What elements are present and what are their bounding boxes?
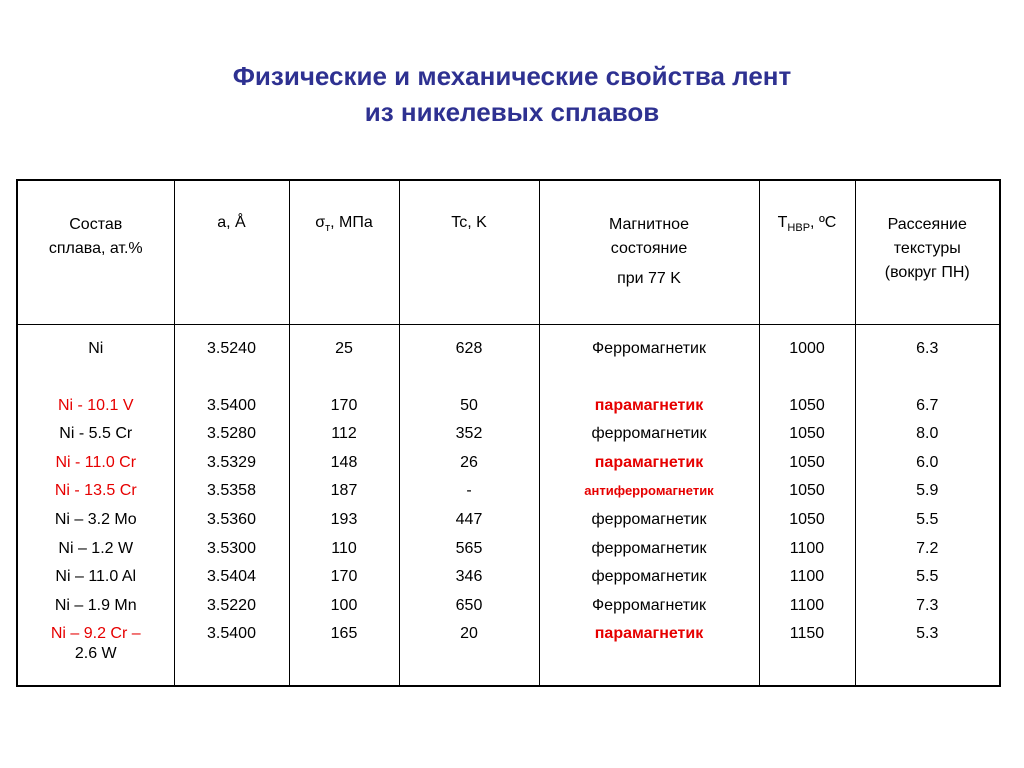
a-cell: 3.5360	[207, 511, 256, 529]
spacer	[760, 363, 855, 392]
column-tc	[400, 335, 539, 650]
magnetic-cell: ферромагнетик	[591, 511, 707, 529]
alloy-cell: Ni – 9.2 Cr –	[50, 625, 141, 643]
tnbr-cell: 1000	[789, 339, 825, 357]
spacer	[290, 363, 399, 392]
alloy-cell: Ni - 10.1 V	[57, 396, 134, 414]
properties-table	[16, 179, 1001, 687]
sigma-cell: 193	[330, 511, 358, 529]
sigma-cell: 165	[330, 625, 358, 643]
column-scatter	[856, 335, 1000, 650]
scatter-cell: 5.9	[916, 482, 939, 500]
tc-cell: -	[466, 482, 472, 500]
a-cell: 3.5220	[207, 596, 256, 614]
header-recrystallization-temperature: $T_{НВР}$, ºC	[759, 180, 855, 324]
alloy-cell: Ni - 13.5 Cr	[54, 482, 137, 500]
alloy-cell: Ni - 11.0 Cr	[55, 453, 137, 471]
tc-cell: 346	[455, 568, 483, 586]
a-cell: 3.5400	[207, 396, 256, 414]
header-texture-scatter: Рассеяние текстуры (вокруг ПН)	[855, 180, 1000, 324]
tc-cell: 20	[460, 625, 478, 643]
scatter-cell: 5.5	[916, 511, 939, 529]
spacer	[400, 363, 539, 392]
sigma-cell: 170	[330, 568, 358, 586]
tc-cell: 26	[460, 453, 478, 471]
scatter-cell: 6.0	[916, 453, 939, 471]
table-body-row	[17, 324, 1000, 686]
scatter-cell: 6.7	[916, 396, 939, 414]
a-cell: 3.5280	[207, 425, 256, 443]
tnbr-cell: 1100	[789, 539, 825, 557]
sigma-cell: 148	[330, 453, 358, 471]
column-alloy	[18, 335, 174, 665]
tnbr-cell: 1050	[789, 482, 825, 500]
tc-cell: 650	[455, 596, 483, 614]
column-tnbr	[760, 335, 855, 650]
alloy-cell: Ni – 11.0 Al	[55, 568, 137, 586]
tnbr-cell: 1150	[789, 625, 825, 643]
sigma-cell: 187	[330, 482, 358, 500]
table-header-row	[17, 180, 1000, 324]
tnbr-cell: 1050	[789, 511, 825, 529]
a-cell: 3.5329	[207, 453, 256, 471]
scatter-cell: 5.3	[916, 625, 939, 643]
page-title	[0, 58, 1024, 130]
tnbr-cell: 1050	[789, 453, 825, 471]
tnbr-cell: 1100	[789, 568, 825, 586]
a-cell: 3.5400	[207, 625, 256, 643]
tc-cell: 565	[455, 539, 483, 557]
title-line-1: Физические и механические свойства лент	[232, 61, 792, 91]
tnbr-cell: 1050	[789, 425, 825, 443]
sigma-cell: 25	[335, 339, 353, 357]
alloy-cell: Ni - 5.5 Cr	[59, 425, 133, 443]
sigma-cell: 110	[331, 539, 357, 557]
scatter-cell: 7.2	[916, 539, 939, 557]
header-yield-stress: $\sigma_т$, МПа	[289, 180, 399, 324]
magnetic-cell: парамагнетик	[594, 396, 704, 414]
header-curie-temperature: Tc, K	[399, 180, 539, 324]
a-cell: 3.5404	[207, 568, 256, 586]
magnetic-cell: Ферромагнетик	[592, 339, 706, 357]
alloy-cell: Ni – 1.9 Mn	[54, 596, 137, 614]
alloy-cell: Ni – 3.2 Mo	[54, 511, 137, 529]
magnetic-cell: ферромагнетик	[591, 568, 707, 586]
a-cell: 3.5300	[207, 539, 256, 557]
sigma-cell: 170	[330, 396, 358, 414]
title-line-2: из никелевых сплавов	[364, 97, 660, 127]
alloy-cell-continuation: 2.6 W	[74, 645, 117, 663]
a-cell: 3.5240	[207, 339, 256, 357]
tc-cell: 628	[455, 339, 483, 357]
header-composition: Состав сплава, ат.%	[17, 180, 174, 324]
header-magnetic-state: Магнитное состояние при 77 K	[539, 180, 759, 324]
magnetic-cell: ферромагнетик	[591, 425, 707, 443]
tc-cell: 352	[455, 425, 483, 443]
magnetic-cell: парамагнетик	[594, 453, 704, 471]
column-lattice	[175, 335, 289, 650]
magnetic-cell: парамагнетик	[594, 625, 704, 643]
magnetic-cell: ферромагнетик	[591, 539, 707, 557]
magnetic-cell: антиферромагнетик	[584, 483, 714, 499]
tnbr-cell: 1050	[789, 396, 825, 414]
scatter-cell: 8.0	[916, 425, 939, 443]
column-stress	[290, 335, 399, 650]
column-magnetic	[540, 335, 759, 650]
spacer	[175, 363, 289, 392]
alloy-cell: Ni – 1.2 W	[58, 539, 134, 557]
scatter-cell: 5.5	[916, 568, 939, 586]
sigma-cell: 100	[330, 596, 358, 614]
tc-cell: 447	[455, 511, 483, 529]
spacer	[856, 363, 1000, 392]
scatter-cell: 6.3	[916, 339, 939, 357]
tnbr-cell: 1100	[789, 596, 825, 614]
a-cell: 3.5358	[207, 482, 256, 500]
alloy-cell: Ni	[88, 339, 104, 357]
scatter-cell: 7.3	[916, 596, 939, 614]
spacer	[540, 363, 759, 392]
sigma-cell: 112	[331, 425, 357, 443]
spacer	[18, 363, 174, 392]
tc-cell: 50	[460, 396, 478, 414]
magnetic-cell: Ферромагнетик	[592, 596, 706, 614]
header-lattice-parameter: a, Å	[174, 180, 289, 324]
